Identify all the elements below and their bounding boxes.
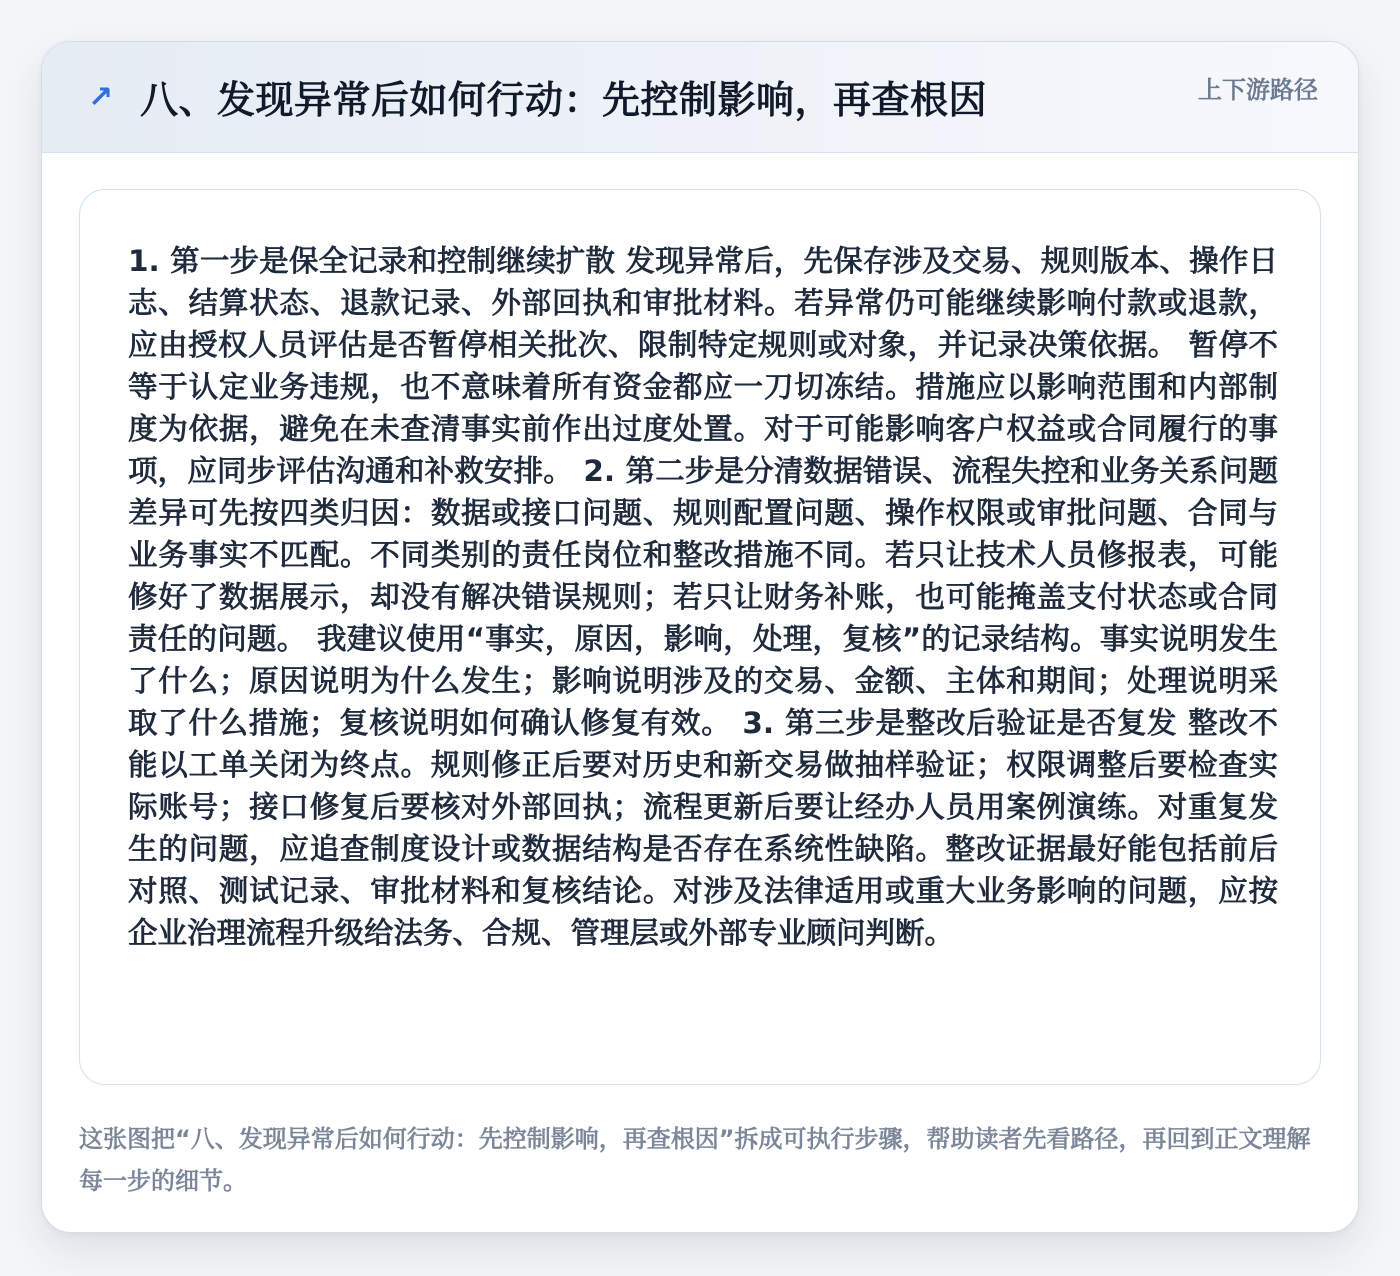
content-body: 1. 第一步是保全记录和控制继续扩散 发现异常后，先保存涉及交易、规则版本、操作日志、结算状态、退款记录、外部回执和审批材料。若异常仍可能继续影响付款或退款，应由授权人员评估是否暂停相关批次、限制特定规则或对象，并记录决策依据。 暂停不等于认定业务违规，也不意味着所有资金都应一刀切冻结。措施应以影响范围和内部制度为依据，避免在未查清事实前作出过度处置。对于可能影响客户权益或合同履行的事项，应同步评估沟通和补救安排。 2. 第二步是分清数据错误、流程失控和业务关系问题 差异可先按四类归因：数据或接口问题、规则配置问题、操作权限或审批问题、合同与业务事实不匹配。不同类别的责任岗位和整改措施不同。若只让技术人员修报表，可能修好了数据展示，却没有解决错误规则；若只让财务补账，也可能掩盖支付状态或合同责任的问题。 我建议使用“事实，原因，影响，处理，复核”的记录结构。事实说明发生了什么；原因说明为什么发生；影响说明涉及的交易、金额、主体和期间；处理说明采取了什么措施；复核说明如何确认修复有效。 3. 第三步是整改后验证是否复发 整改不能以工单关闭为终点。规则修正后要对历史和新交易做抽样验证；权限调整后要检查实际账号；接口修复后要核对外部回执；流程更新后要让经办人员用案例演练。对重复发生的问题，应追查制度设计或数据结构是否存在系统性缺陷。整改证据最好能包括前后对照、测试记录、审批材料和复核结论。对涉及法律适用或重大业务影响的问题，应按企业治理流程升级给法务、合规、管理层或外部专业顾问判断。	[128, 244, 1278, 950]
section-header	[42, 42, 1358, 153]
figure-caption: 这张图把“八、发现异常后如何行动：先控制影响，再查根因”拆成可执行步骤，帮助读者先看路径，再回到正文理解每一步的细节。	[79, 1125, 1311, 1195]
section-tag: 上下游路径	[1198, 76, 1318, 104]
section-card	[41, 41, 1359, 1233]
content-panel	[79, 189, 1321, 1085]
arrow-up-right-icon: ↗	[88, 80, 114, 115]
section-title: 八、发现异常后如何行动：先控制影响，再查根因	[140, 78, 988, 122]
